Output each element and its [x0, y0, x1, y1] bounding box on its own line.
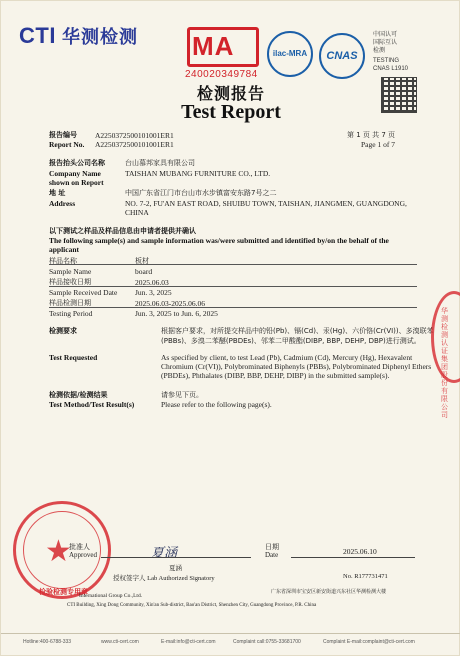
cti-logo	[19, 23, 138, 49]
date-label-cn: 日期	[265, 543, 279, 551]
sample-row-label-en: Sample Received Date	[49, 288, 118, 297]
cma-logo-text: MA	[192, 31, 235, 61]
sample-row-label-cn: 样品检测日期	[49, 299, 91, 307]
request-value-en-2: Chromium (Cr(VI)), Polybrominated Biphenyls (PBBs), Polybrominated Diphenyl Ethers	[161, 362, 432, 371]
footer-complaint-call: Complaint call:0755-33681700	[233, 639, 301, 645]
report-no-label-en: Report No.	[49, 140, 85, 149]
certificate-number: No. R177731471	[343, 573, 388, 580]
sample-row-value-en: Jun. 3, 2025	[135, 288, 172, 297]
signer-name: 夏涵	[169, 564, 182, 572]
company-address-en: CTI Building, Xing Dong Community, Xin'an Sub-district, Bao'an District, Shenzhen City, Guangdong Province, P.R. China	[67, 603, 317, 608]
date-label-en: Date	[265, 551, 279, 559]
sample-row-value-en: Jun. 3, 2025 to Jun. 6, 2025	[135, 309, 218, 318]
cnas-caption-en	[373, 57, 408, 73]
cnas-caption-line: TESTING	[373, 58, 400, 64]
request-value-en: As specified by client, to test Lead (Pb), Cadmium (Cd), Mercury (Hg), Hexavalent	[161, 353, 413, 362]
title-en: Test Report	[181, 101, 281, 123]
brand-text: CTI	[19, 23, 56, 48]
sample-row-value-cn: 2025.06.03-2025.06.06	[135, 299, 205, 308]
company-name-cn: 台山慕邦家具有限公司	[125, 159, 195, 167]
side-seal-text: 华测检测认证集团股份有限公司	[441, 307, 448, 419]
divider	[49, 307, 417, 308]
company-label-en: Company Name	[49, 169, 101, 178]
sample-row-label-en: Testing Period	[49, 309, 93, 318]
divider	[49, 286, 417, 287]
date-line	[291, 557, 415, 558]
cnas-caption-line: 中国认可	[373, 31, 398, 38]
sample-row-value-cn: 板材	[135, 257, 149, 265]
title-cn: 检测报告	[196, 84, 265, 103]
report-no-value: A2250372500101001ER1	[95, 140, 174, 149]
address-cn: 中国广东省江门市台山市水步镇富安东路7号之二	[125, 189, 277, 197]
company-label-cn: 报告抬头公司名称	[49, 159, 105, 167]
page-indicator-cn: 第 1 页 共 7 页	[347, 131, 396, 139]
report-no-value: A2250372500101001ER1	[95, 131, 174, 140]
cnas-caption-line: 检测	[373, 47, 386, 54]
approved-label-cn: 批准人	[69, 543, 90, 551]
company-label-en-2: shown on Report	[49, 178, 104, 187]
cnas-caption-line: 国际互认	[373, 39, 398, 46]
brand-cn-text: 华测检测	[61, 27, 138, 48]
report-no-label-cn: 报告编号	[49, 131, 77, 139]
address-label-cn: 地 址	[49, 189, 66, 197]
result-label-cn: 检测依据/检测结果	[49, 391, 108, 399]
footer-web[interactable]: www.cti-cert.com	[101, 639, 139, 645]
result-value-en: Please refer to the following page(s).	[161, 400, 272, 409]
sample-row-label-cn: 样品接收日期	[49, 278, 91, 286]
request-value-cn-2: (PBBs)、多溴二苯醚(PBDEs)、邻苯二甲酸酯(DIBP, BBP, DEHP, DBP)进行测试。	[161, 337, 421, 345]
seal-text: 检验检测专用章	[39, 588, 88, 596]
sample-row-value-en: board	[135, 267, 153, 276]
star-icon: ★	[45, 535, 72, 568]
request-value-en-3: (PBDEs), Phthalates (DIBP, BBP, DEHP, DIBP) in the submitted sample(s).	[161, 371, 390, 380]
cnas-caption-line: CNAS L1910	[373, 66, 409, 72]
company-name-en: TAISHAN MUBANG FURNITURE CO., LTD.	[125, 169, 271, 178]
cma-number: 240020349784	[185, 69, 258, 80]
address-en: NO. 7-2, FU'AN EAST ROAD, SHUIBU TOWN, TAISHAN, JIANGMEN, GUANGDONG, CHINA	[125, 199, 407, 217]
signature: 夏涵	[151, 545, 178, 560]
page-indicator-en: Page 1 of 7	[361, 140, 395, 149]
sample-heading-cn: 以下测试之样品及样品信息由申请者提供并确认	[49, 227, 196, 235]
date-value: 2025.06.10	[343, 547, 377, 556]
result-label-en: Test Method/Test Result(s)	[49, 400, 135, 409]
footer-complaint-email[interactable]: Complaint E-mail:complaint@cti-cert.com	[323, 639, 415, 645]
sample-heading-en: The following sample(s) and sample information was/were submitted and identified by/on the behalf of the applicant	[49, 236, 389, 254]
signature-line	[101, 557, 251, 558]
divider	[49, 264, 417, 265]
company-address-cn: 广东省深圳市宝安区新安街道兴东社区华测检测大楼	[271, 589, 387, 595]
sample-row-value-cn: 2025.06.03	[135, 278, 169, 287]
footer-hotline: Hotline:400-6788-333	[23, 639, 72, 645]
approved-label-en: Approved	[69, 551, 97, 559]
request-value-cn: 根据客户要求，对所提交样品中的铅(Pb)、镉(Cd)、汞(Hg)、六价铬(Cr(VI))、多溴联苯	[161, 327, 434, 335]
signatory-label: 授权签字人 Lab Authorized Signatory	[113, 575, 215, 582]
ilac-logo-text: ilac-MRA	[272, 49, 308, 58]
cnas-caption-cn	[373, 31, 397, 55]
cnas-logo-text: CNAS	[326, 50, 358, 62]
request-label-cn: 检测要求	[49, 327, 77, 335]
address-label-en: Address	[49, 199, 76, 208]
footer-email[interactable]: E-mail:info@cti-cert.com	[161, 639, 216, 645]
company-line: International Group Co.,Ltd.	[79, 593, 143, 599]
sample-row-label-en: Sample Name	[49, 267, 92, 276]
request-label-en: Test Requested	[49, 353, 98, 362]
sample-row-label-cn: 样品名称	[49, 257, 77, 265]
result-value-cn: 请参见下页。	[161, 391, 203, 399]
footer	[1, 633, 460, 658]
